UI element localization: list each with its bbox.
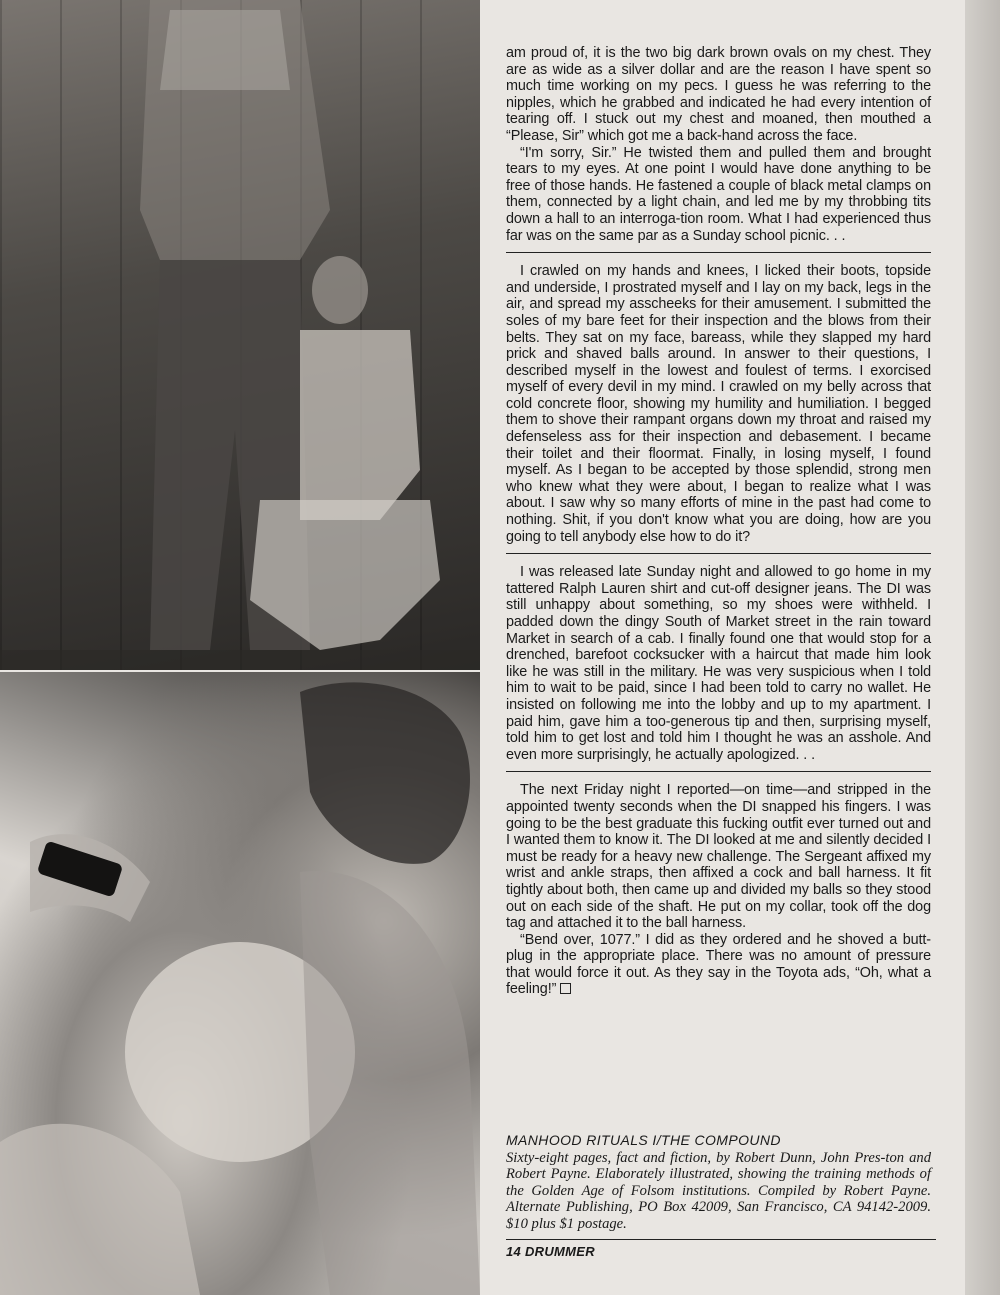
page-edge	[965, 0, 1000, 1295]
footer-divider	[506, 1239, 936, 1240]
book-title: MANHOOD RITUALS I/THE COMPOUND	[506, 1132, 781, 1148]
page-folio	[506, 1244, 595, 1259]
photo-bottom-figures	[0, 672, 480, 1295]
page-number: 14	[506, 1244, 522, 1259]
article-paragraph: am proud of, it is the two big dark brown ovals on my chest. They are as wide as a silver dollar and are the reason I have spent so much time working on my pecs. I guess he was referring to the nipples, which he grabbed and indicated he had every intention of tearing off. I stuck out my chest and moaned, then mouthed a “Please, Sir” which got me a back-hand across the face.	[506, 45, 931, 144]
article-paragraph: “Bend over, 1077.” I did as they ordered and he shoved a butt-plug in the appropriate place. There was no amount of pressure that would force it out. As they say in the Toyota ads, “Oh, what a feeling!”	[506, 931, 931, 998]
article-paragraph: The next Friday night I reported—on time—and stripped in the appointed twenty seconds when the DI snapped his fingers. I was going to be the best graduate this fucking outfit ever turned out and I wanted them to know it. The DI looked at me and silently decided I must be ready for a heavy new challenge. The Sergeant affixed my wrist and ankle straps, then affixed a cock and ball harness. It fit tightly about both, then came up and divided my balls so they stood out on each side of the shaft. He put on my collar, took off the dog tag and attached it to the ball harness.	[506, 782, 931, 932]
section-divider	[506, 771, 931, 772]
article-last-paragraph	[506, 932, 931, 998]
article-paragraph: I crawled on my hands and knees, I licked their boots, topside and underside, I prostrated myself and I lay on my back, legs in the air, and spread my asscheeks for their amusement. I submitted the soles of my bare feet for their inspection and the blows from their belts. They sat on my face, bareass, while they slapped my hard prick and shaved balls around. In answer to their questions, I described myself in the lowest and foulest of terms. I exorcised myself of every devil in my mind. I crawled on my belly across that cold concrete floor, showing my humility and humiliation. I begged them to shove their rampant organs down my throat and raised my defenseless ass for their inspection and debasement. I became their toilet and their floormat. Finally, in losing myself, I found myself. As I began to be accepted by those splendid, strong men who knew what they were about, I began to realize what I was about. I saw why so many efforts of mine in the past had come to nothing. Shit, if you don't know what you are doing, how are you going to tell anybody else how to do it?	[506, 263, 931, 545]
photo-top-figures	[0, 0, 480, 670]
article-paragraph: I was released late Sunday night and allowed to go home in my tattered Ralph Lauren shirt and cut-off designer jeans. The DI was still unhappy about something, so my shoes were withheld. I padded down the dingy South of Market street in the rain toward Market in search of a cab. I finally found one that would stop for a drenched, barefoot cocksucker with a haircut that made him look like he was still in the military. He was very suspicious when I told him to wait to be paid, since I had been told to carry no wallet. He insisted on following me into the lobby and up to my apartment. I paid him, gave him a too-generous tip and then, surprising myself, told him to get lost and told him I thought he was an asshole. And even more surprisingly, he actually apologized. . .	[506, 564, 931, 763]
end-mark-icon	[560, 983, 571, 994]
book-description: Sixty-eight pages, fact and fiction, by Robert Dunn, John Pres-ton and Robert Payne. Elaborately illustrated, showing the training methods of the Golden Age of Folsom institutions. Compiled by Robert Payne. Alternate Publishing, PO Box 42009, San Francisco, CA 94142-2009. $10 plus $1 postage.	[506, 1149, 931, 1232]
book-note	[506, 1132, 931, 1233]
photo-bottom	[0, 672, 480, 1295]
photo-top	[0, 0, 480, 670]
magazine-name: DRUMMER	[524, 1244, 595, 1259]
section-divider	[506, 553, 931, 554]
article-body	[506, 45, 931, 998]
section-divider	[506, 252, 931, 253]
article-paragraph: “I'm sorry, Sir.” He twisted them and pulled them and brought tears to my eyes. At one point I would have done anything to be free of those hands. He fastened a couple of black metal clamps on them, connected by a light chain, and led me by my throbbing tits down a hall to an interroga-tion room. What I had experienced thus far was on the same par as a Sunday school picnic. . .	[506, 144, 931, 244]
